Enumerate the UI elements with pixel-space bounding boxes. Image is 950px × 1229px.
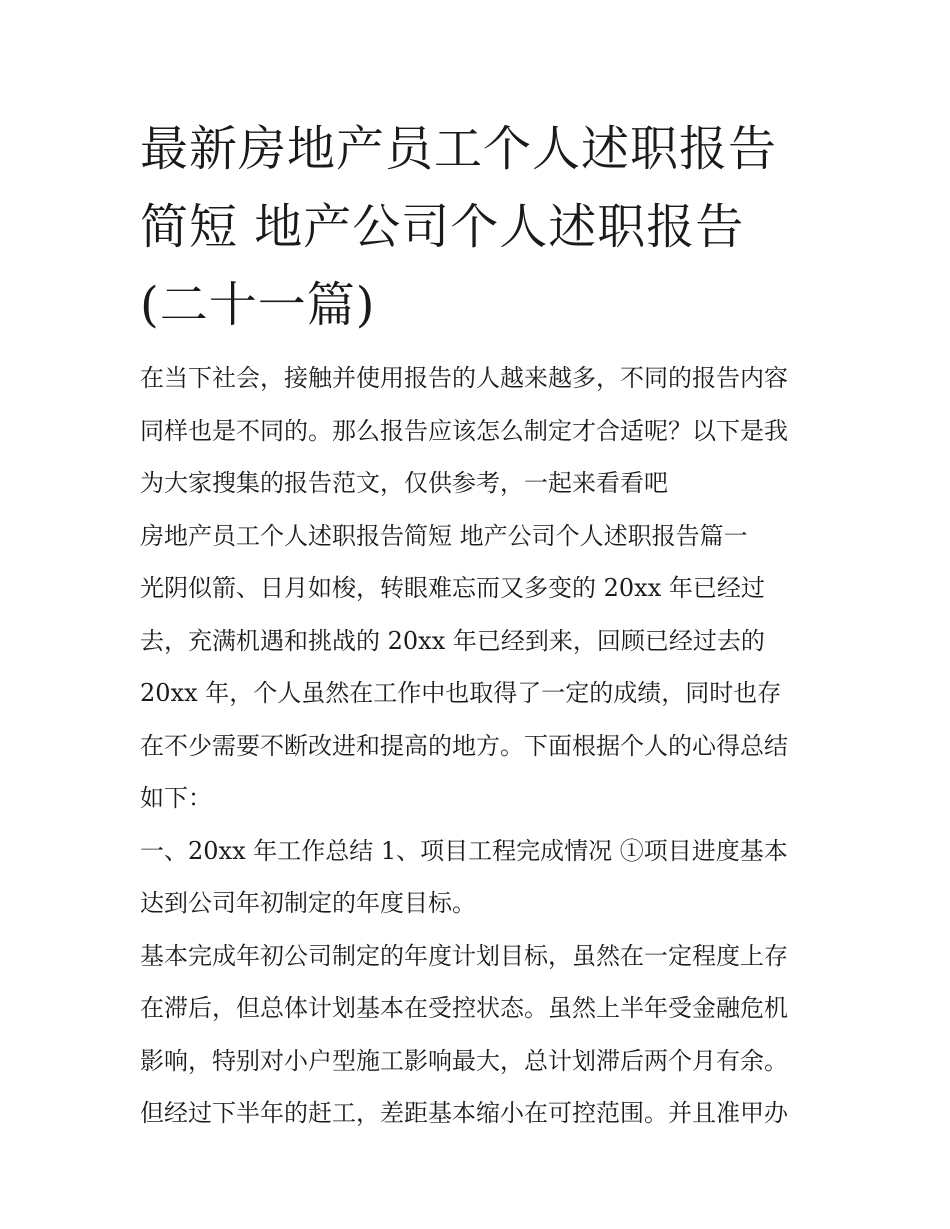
title-line: 简短 地产公司个人述职报告: [140, 199, 745, 255]
title-line: (二十一篇): [140, 277, 376, 333]
body-paragraph: [140, 562, 820, 825]
text-line: 同样也是不同的。那么报告应该怎么制定才合适呢？以下是我: [140, 416, 788, 445]
text-line: 光阴似箭、日月如梭，转眼难忘而又多变的 20xx 年已经过: [140, 574, 765, 602]
text-line: 一、20xx 年工作总结 1、项目工程完成情况 ①项目进度基本: [140, 836, 788, 865]
text-line: 如下：: [140, 784, 212, 812]
text-line: 在不少需要不断改进和提高的地方。下面根据个人的心得总结: [140, 731, 788, 760]
document-body: [140, 352, 820, 1140]
document-title: [140, 110, 820, 344]
text-line: 影响，特别对小户型施工影响最大，总计划滞后两个月有余。: [140, 1046, 788, 1075]
title-line: 最新房地产员工个人述职报告: [140, 121, 778, 177]
body-paragraph: [140, 930, 820, 1140]
text-line: 在当下社会，接触并使用报告的人越来越多，不同的报告内容: [140, 364, 788, 392]
text-line: 在滞后，但总体计划基本在受控状态。虽然上半年受金融危机: [140, 994, 788, 1022]
text-line: 达到公司年初制定的年度目标。: [140, 889, 476, 917]
text-line: 房地产员工个人述职报告简短 地产公司个人述职报告篇一: [140, 521, 748, 550]
text-line: 去，充满机遇和挑战的 20xx 年已经到来，回顾已经过去的: [140, 626, 765, 655]
text-line: 为大家搜集的报告范文，仅供参考，一起来看看吧: [140, 469, 668, 497]
text-line: 但经过下半年的赶工，差距基本缩小在可控范围。并且准甲办: [140, 1099, 788, 1127]
section-heading: [140, 510, 820, 563]
body-paragraph: [140, 825, 820, 930]
text-line: 基本完成年初公司制定的年度计划目标，虽然在一定程度上存: [140, 941, 788, 970]
intro-paragraph: [140, 352, 820, 510]
text-line: 20xx 年，个人虽然在工作中也取得了一定的成绩，同时也存: [140, 679, 782, 707]
